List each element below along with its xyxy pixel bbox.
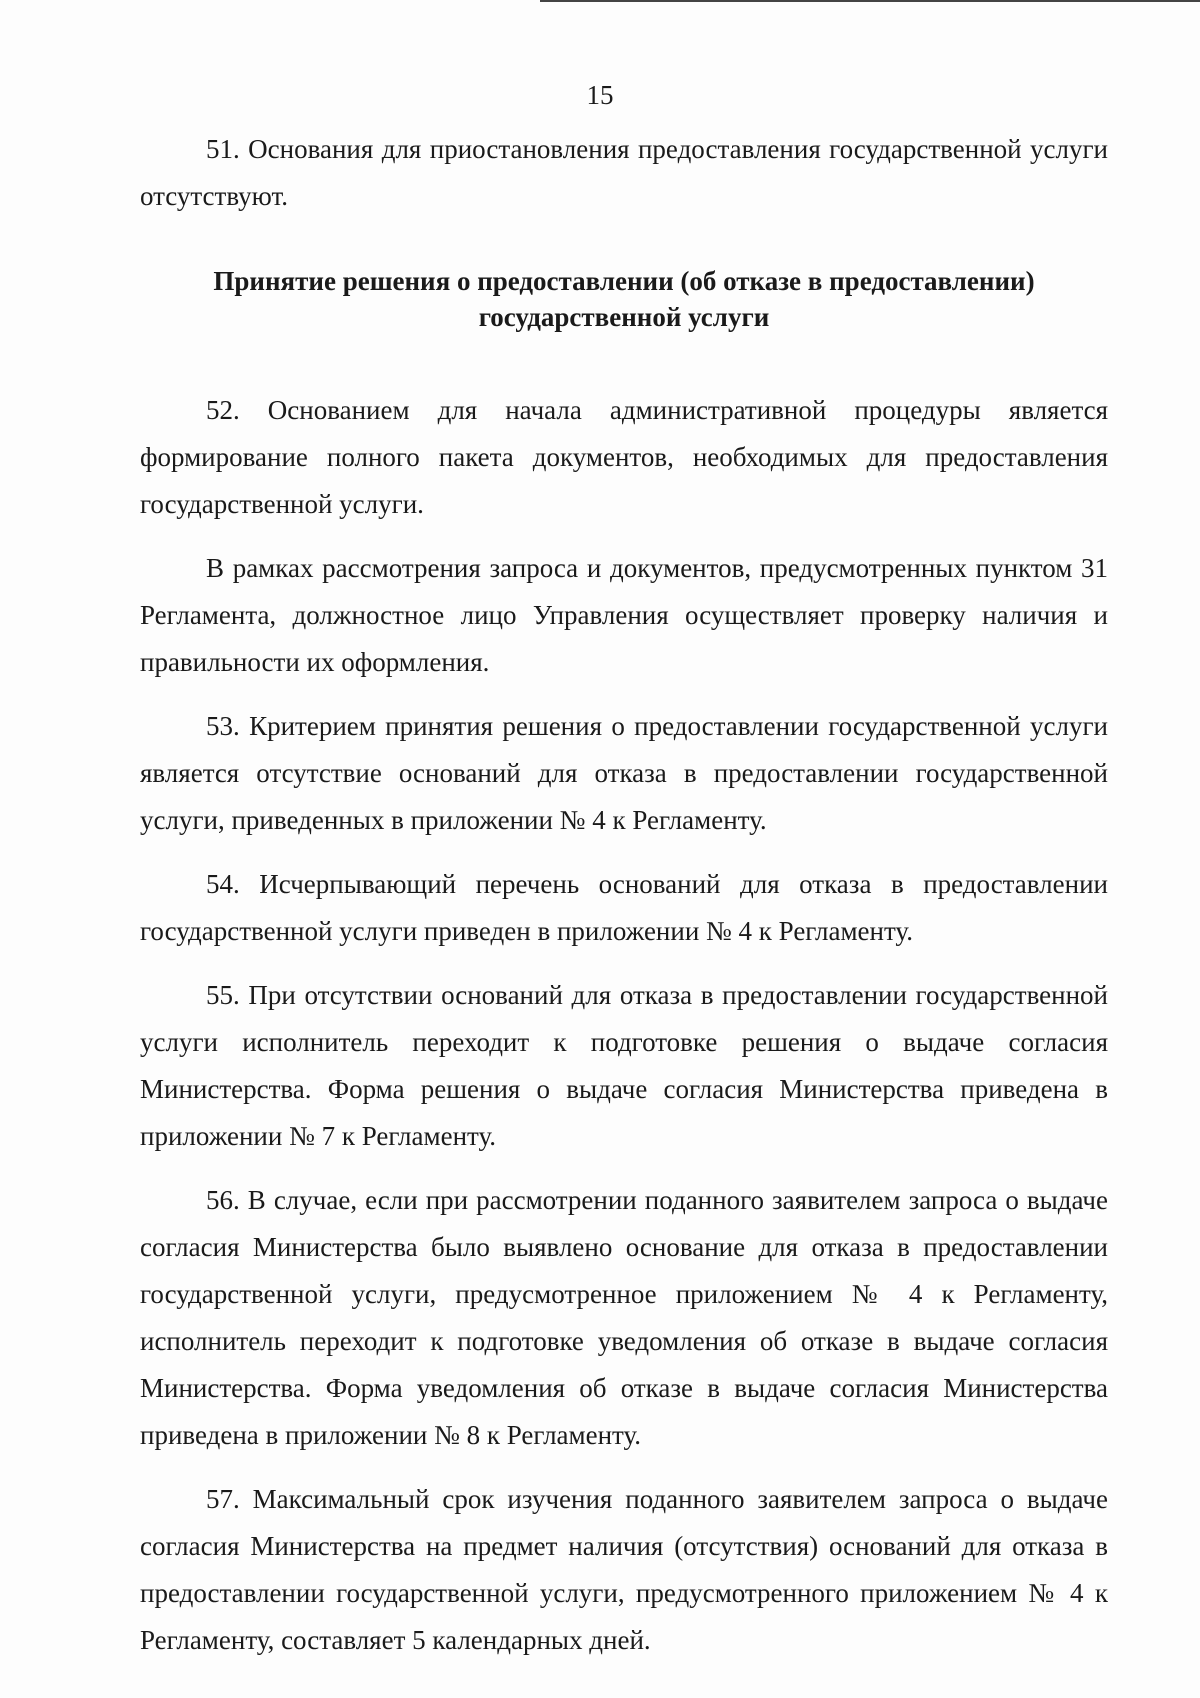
section-heading-line-2: государственной услуги [478, 302, 770, 332]
paragraph-57: 57. Максимальный срок изучения поданного заявителем запроса о выдаче согласия Министерства на предмет наличия (отсутствия) оснований для отказа в предоставлении государственной услуги, предусмотренного приложением № 4 к Регламенту, составляет 5 календарных дней. [140, 1484, 1108, 1655]
paragraph-51: 51. Основания для приостановления предоставления государственной услуги отсутствуют. [140, 134, 1108, 211]
paragraph-55: 55. При отсутствии оснований для отказа в предоставлении государственной услуги исполнитель переходит к подготовке решения о выдаче согласия Министерства. Форма решения о выдаче согласия Министерства приведена в приложении № 7 к Регламенту. [140, 980, 1108, 1151]
section-heading-line-1: Принятие решения о предоставлении (об отказе в предоставлении) [213, 266, 1035, 296]
section-heading [140, 263, 1108, 335]
paragraph-52-continued: В рамках рассмотрения запроса и документов, предусмотренных пунктом 31 Регламента, должностное лицо Управления осуществляет проверку наличия и правильности их оформления. [140, 553, 1108, 677]
paragraph-54: 54. Исчерпывающий перечень оснований для отказа в предоставлении государственной услуги приведен в приложении № 4 к Регламенту. [140, 869, 1108, 946]
top-border-line [540, 0, 1200, 2]
paragraph-52: 52. Основанием для начала административной процедуры является формирование полного пакета документов, необходимых для предоставления государственной услуги. [140, 395, 1108, 519]
document-body [140, 126, 1108, 1681]
paragraph-53: 53. Критерием принятия решения о предоставлении государственной услуги является отсутствие оснований для отказа в предоставлении государственной услуги, приведенных в приложении № 4 к Регламенту. [140, 711, 1108, 835]
page-number: 15 [586, 80, 614, 110]
paragraph-56: 56. В случае, если при рассмотрении поданного заявителем запроса о выдаче согласия Министерства было выявлено основание для отказа в предоставлении государственной услуги, предусмотренное приложением № 4 к Регламенту, исполнитель переходит к подготовке уведомления об отказе в выдаче согласия Министерства. Форма уведомления об отказе в выдаче согласия Министерства приведена в приложении № 8 к Регламенту. [140, 1185, 1108, 1450]
